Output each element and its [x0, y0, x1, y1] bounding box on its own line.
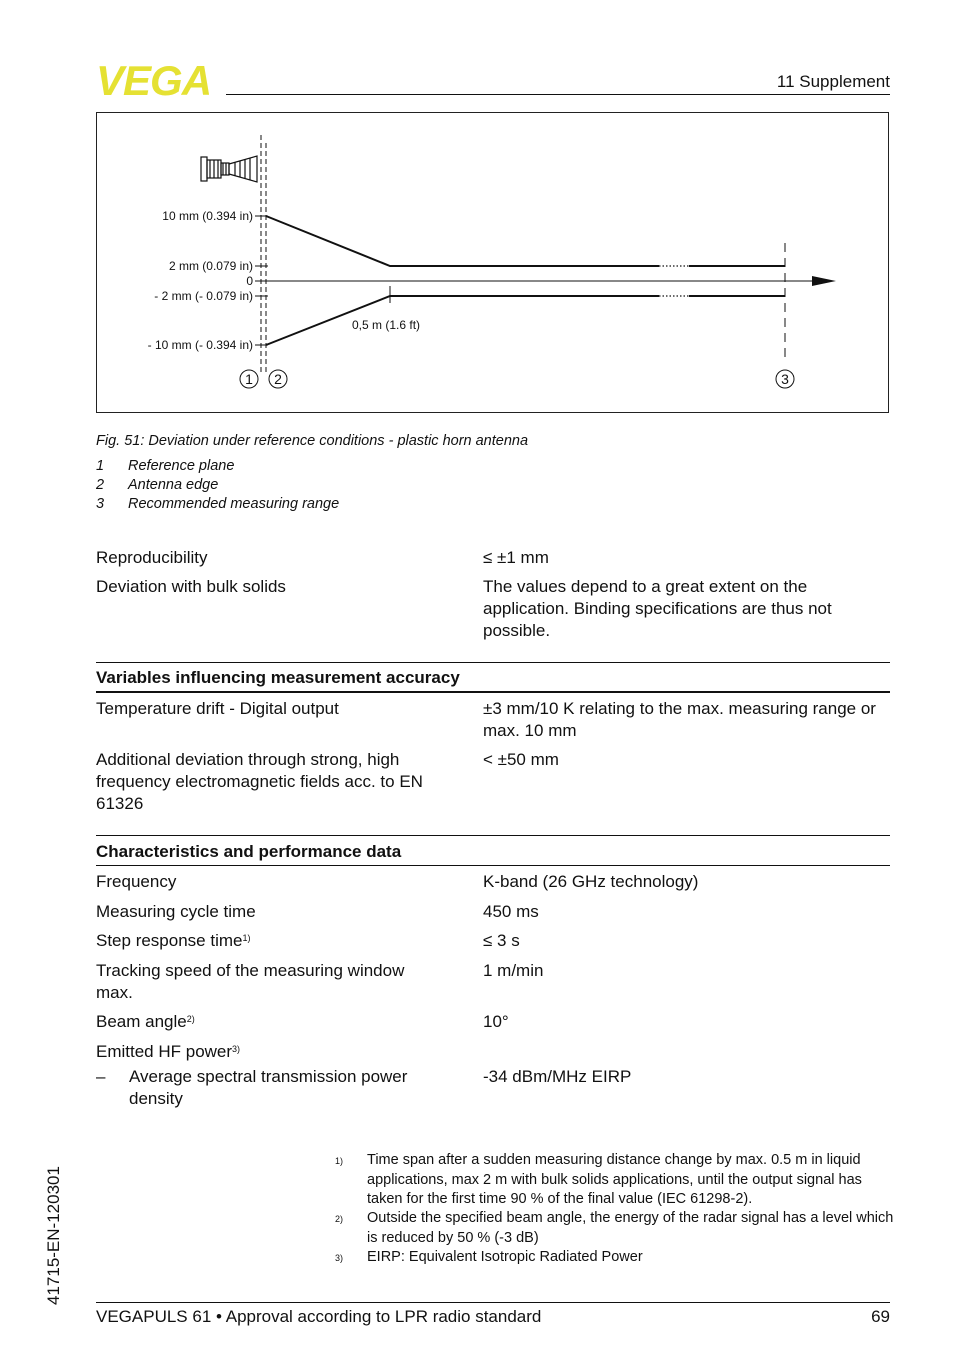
footer-rule	[96, 1302, 890, 1303]
spec-label-emc: Additional deviation through strong, high frequency electromagnetic fields acc. to EN 61326	[96, 750, 423, 813]
legend-number: 1	[96, 458, 105, 474]
section-heading-influence: Variables influencing measurement accuracy	[96, 668, 460, 687]
spec-value-reproducibility: ≤ ±1 mm	[483, 548, 549, 567]
footnote-ref-2[interactable]: 2)	[186, 1014, 195, 1024]
footnote-text: Time span after a sudden measuring distance change by max. 0.5 m in liquid applications, max 2 m with bulk solids applications, until the output signal has taken for the first time 90 % of the final value (IEC 61298-2).	[367, 1152, 862, 1207]
marker-3: 3	[781, 371, 789, 387]
legend-text: Antenna edge	[128, 477, 219, 493]
label-zero: 0	[246, 274, 253, 288]
deviation-figure	[96, 112, 889, 413]
header-rule	[226, 94, 890, 95]
deviation-diagram	[97, 113, 890, 414]
page-number: 69	[871, 1307, 890, 1326]
upper-deviation-curve	[266, 216, 659, 266]
footer-title: VEGAPULS 61 • Approval according to LPR radio standard	[96, 1307, 542, 1326]
legend-number: 3	[96, 496, 105, 512]
footnote-ref-1[interactable]: 1)	[242, 933, 251, 943]
label-pos10: 10 mm (0.394 in)	[162, 209, 253, 223]
step-label-text: Step response time	[96, 931, 243, 950]
figure-caption: Fig. 51: Deviation under reference conditions - plastic horn antenna	[96, 433, 529, 449]
horn-antenna-icon	[201, 156, 257, 182]
footnote-text: EIRP: Equivalent Isotropic Radiated Power	[367, 1249, 643, 1265]
footnote-text: Outside the specified beam angle, the energy of the radar signal has a level which is reduced by 50 % (-3 dB)	[367, 1210, 894, 1246]
spec-label-hf-power	[96, 1041, 456, 1063]
spec-value-cycle: 450 ms	[483, 902, 539, 921]
logo-text: VEGA	[96, 62, 212, 98]
vega-logo	[96, 62, 220, 103]
spec-value-temp-drift: ±3 mm/10 K relating to the max. measuring range or max. 10 mm	[483, 699, 876, 740]
section-rule-bottom	[96, 865, 890, 866]
spec-value-emc: < ±50 mm	[483, 750, 559, 769]
label-distance: 0,5 m (1.6 ft)	[352, 318, 421, 332]
marker-1: 1	[245, 371, 253, 387]
footnote-mark: 1)	[335, 1156, 344, 1166]
legend-number: 2	[96, 477, 105, 493]
spec-label-beam	[96, 1011, 456, 1033]
spec-label-cycle: Measuring cycle time	[96, 902, 256, 921]
spec-label-step	[96, 930, 456, 952]
spec-value-tracking: 1 m/min	[483, 961, 544, 980]
legend-text: Reference plane	[128, 458, 235, 474]
spec-value-frequency: K-band (26 GHz technology)	[483, 872, 699, 891]
spec-label-avg-power: Average spectral transmission power density	[129, 1067, 408, 1108]
spec-value-avg-power: -34 dBm/MHz EIRP	[483, 1067, 632, 1086]
spec-label-tracking: Tracking speed of the measuring window max.	[96, 961, 405, 1002]
list-dash: –	[96, 1067, 106, 1086]
spec-value-beam: 10°	[483, 1012, 509, 1031]
section-rule-bottom	[96, 691, 890, 693]
section-rule-top	[96, 835, 890, 836]
legend-text: Recommended measuring range	[128, 496, 340, 512]
spec-label-frequency: Frequency	[96, 872, 177, 891]
label-neg10: - 10 mm (- 0.394 in)	[147, 338, 253, 352]
hf-power-label-text: Emitted HF power	[96, 1042, 233, 1061]
document-code: 41715-EN-120301	[44, 1166, 63, 1305]
label-pos2: 2 mm (0.079 in)	[168, 259, 253, 273]
label-neg2: - 2 mm (- 0.079 in)	[154, 289, 253, 303]
lower-deviation-curve	[266, 296, 659, 345]
marker-2: 2	[274, 371, 282, 387]
section-title: 11 Supplement	[776, 72, 890, 91]
footnote-ref-3[interactable]: 3)	[232, 1044, 241, 1054]
spec-value-step: ≤ 3 s	[483, 931, 520, 950]
footnote-mark: 3)	[335, 1253, 344, 1263]
section-rule-top	[96, 662, 890, 663]
spec-value-bulk: The values depend to a great extent on the application. Binding specifications are thus not possible.	[483, 577, 832, 640]
spec-label-bulk: Deviation with bulk solids	[96, 577, 286, 596]
axis-arrow	[812, 276, 836, 286]
section-heading-performance: Characteristics and performance data	[96, 842, 402, 861]
spec-label-reproducibility: Reproducibility	[96, 548, 208, 567]
beam-label-text: Beam angle	[96, 1012, 187, 1031]
footnote-mark: 2)	[335, 1214, 344, 1224]
spec-label-temp-drift: Temperature drift - Digital output	[96, 699, 339, 718]
circled-markers	[240, 370, 794, 388]
